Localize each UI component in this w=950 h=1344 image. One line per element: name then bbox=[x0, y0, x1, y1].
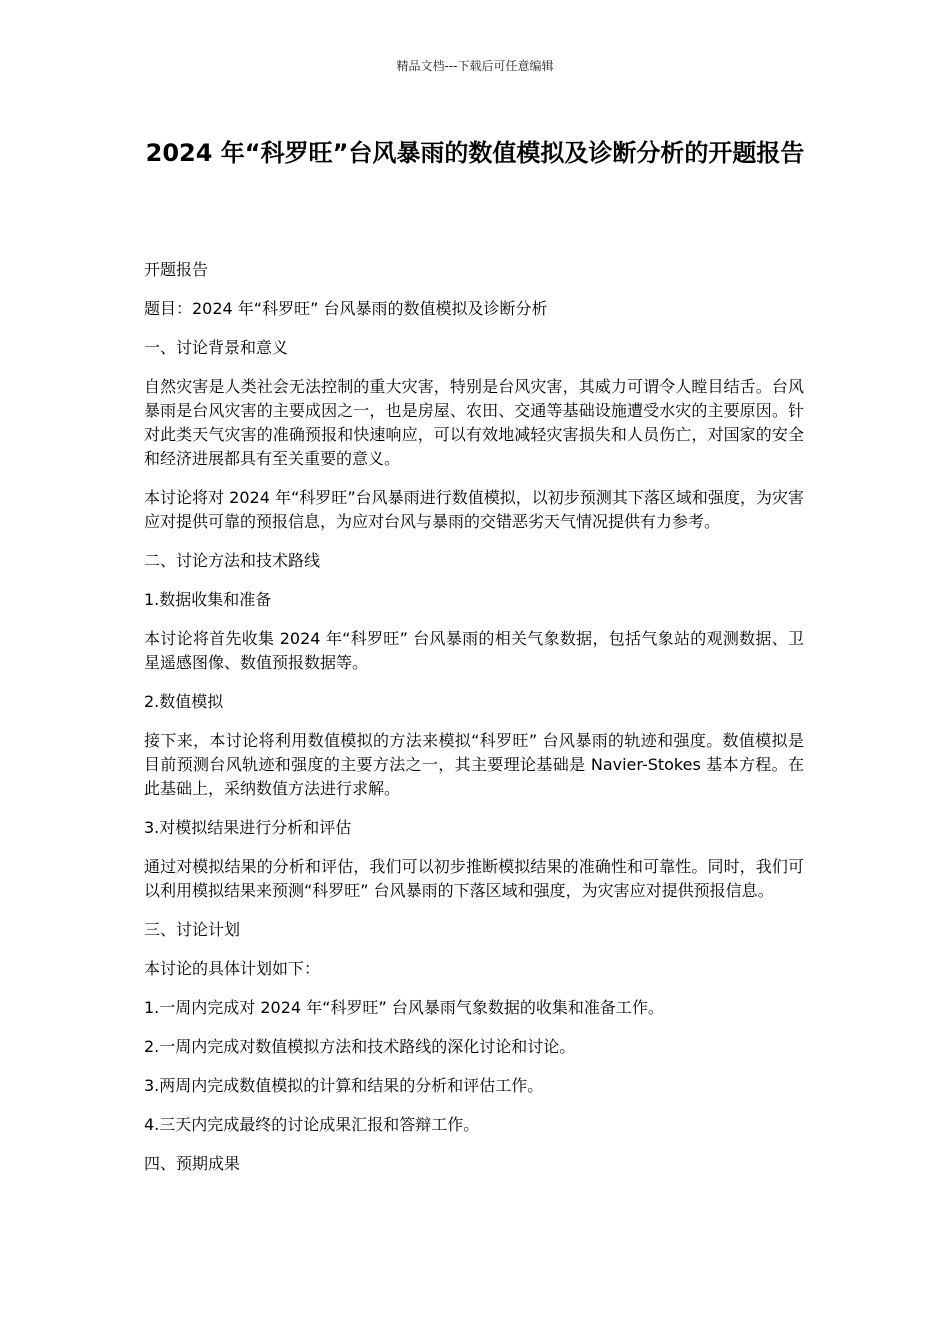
subheading-analysis: 3.对模拟结果进行分析和评估 bbox=[144, 818, 352, 837]
plan-item: 2.一周内完成对数值模拟方法和技术路线的深化讨论和讨论。 bbox=[144, 1037, 576, 1056]
plan-item: 4.三天内完成最终的讨论成果汇报和答辩工作。 bbox=[144, 1115, 480, 1134]
paragraph-topic: 题目：2024 年“科罗旺” 台风暴雨的数值模拟及诊断分析 bbox=[144, 299, 548, 318]
subheading-data-collection: 1.数据收集和准备 bbox=[144, 590, 272, 609]
paragraph-report-label: 开题报告 bbox=[144, 260, 209, 279]
section-heading-expected-results: 四、预期成果 bbox=[144, 1154, 241, 1173]
header-note: 精品文档---下载后可任意编辑 bbox=[396, 59, 554, 73]
paragraph: 本讨论的具体计划如下： bbox=[144, 959, 321, 978]
section-heading-methods: 二、讨论方法和技术路线 bbox=[144, 551, 321, 570]
section-heading-background: 一、讨论背景和意义 bbox=[144, 338, 289, 357]
document-body bbox=[144, 258, 804, 1191]
plan-item: 1.一周内完成对 2024 年“科罗旺” 台风暴雨气象数据的收集和准备工作。 bbox=[144, 998, 664, 1017]
document-title: 2024 年“科罗旺”台风暴雨的数值模拟及诊断分析的开题报告 bbox=[145, 139, 805, 167]
plan-item: 3.两周内完成数值模拟的计算和结果的分析和评估工作。 bbox=[144, 1076, 544, 1095]
paragraph: 本讨论将对 2024 年“科罗旺”台风暴雨进行数值模拟，以初步预测其下落区域和强度，为灾害应对提供可靠的预报信息，为应对台风与暴雨的交错恶劣天气情况提供有力参考。 bbox=[144, 488, 804, 531]
section-heading-plan: 三、讨论计划 bbox=[144, 920, 241, 939]
paragraph: 本讨论将首先收集 2024 年“科罗旺” 台风暴雨的相关气象数据，包括气象站的观测数据、卫星遥感图像、数值预报数据等。 bbox=[144, 629, 804, 672]
paragraph: 自然灾害是人类社会无法控制的重大灾害，特别是台风灾害，其威力可谓令人瞠目结舌。台风暴雨是台风灾害的主要成因之一，也是房屋、农田、交通等基础设施遭受水灾的主要原因。针对此类天气灾害的准确预报和快速响应，可以有效地减轻灾害损失和人员伤亡，对国家的安全和经济进展都具有至关重要的意义。 bbox=[144, 377, 804, 468]
paragraph: 通过对模拟结果的分析和评估，我们可以初步推断模拟结果的准确性和可靠性。同时，我们可以利用模拟结果来预测“科罗旺” 台风暴雨的下落区域和强度，为灾害应对提供预报信息。 bbox=[144, 857, 804, 900]
paragraph: 接下来，本讨论将利用数值模拟的方法来模拟“科罗旺” 台风暴雨的轨迹和强度。数值模拟是目前预测台风轨迹和强度的主要方法之一，其主要理论基础是 Navier-Stokes 基本方程。在此基础上，采纳数值方法进行求解。 bbox=[144, 731, 804, 798]
subheading-numerical-simulation: 2.数值模拟 bbox=[144, 692, 224, 711]
